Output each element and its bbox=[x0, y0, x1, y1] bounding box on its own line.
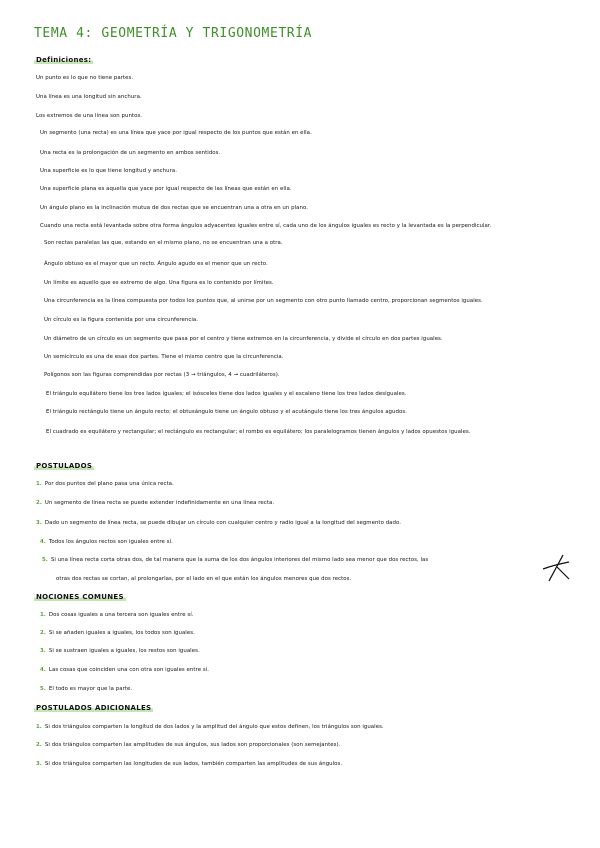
item-text: Si dos triángulos comparten las longitudes de sus lados, también comparten las amplitudes de sus ángulos. bbox=[44, 761, 343, 767]
item-text: Todos los ángulos rectos son iguales entre sí. bbox=[48, 539, 173, 545]
definition-line: Una línea es una longitud sin anchura. bbox=[36, 94, 142, 100]
section-postulados: POSTULADOS bbox=[36, 462, 93, 470]
item-number: 5. bbox=[40, 686, 46, 692]
adicional-line bbox=[36, 724, 384, 731]
pen-mark-icon bbox=[541, 553, 571, 583]
nocion-line bbox=[40, 648, 200, 655]
definition-line: Un ángulo plano es la inclinación mutua de dos rectas que se encuentran una a otra en un plano. bbox=[40, 205, 308, 211]
item-text: Dos cosas iguales a una tercera son iguales entre sí. bbox=[48, 612, 194, 618]
item-number: 2. bbox=[40, 630, 46, 636]
nocion-line bbox=[40, 630, 195, 637]
definition-line: Un segmento (una recta) es una línea que yace por igual respecto de los puntos que están en ella. bbox=[40, 130, 312, 136]
adicional-line bbox=[36, 742, 340, 749]
item-text: El todo es mayor que la parte. bbox=[48, 686, 133, 692]
item-text: Las cosas que coinciden una con otra son iguales entre sí. bbox=[48, 667, 209, 673]
definition-line: Un punto es lo que no tiene partes. bbox=[36, 75, 134, 81]
postulado-line bbox=[40, 539, 173, 546]
item-text: Si una línea recta corta otras dos, de tal manera que la suma de los dos ángulos interiores del mismo lado sea menor que dos rectos, las bbox=[50, 557, 429, 563]
item-text: Si dos triángulos comparten las amplitudes de sus ángulos, sus lados son proporcionales (son semejantes). bbox=[44, 742, 341, 748]
definition-line: El cuadrado es equilátero y rectangular; el rectángulo es rectangular; el rombo es equilátero; los paralelogramos tienen ángulos y lados opuestos iguales. bbox=[46, 429, 471, 435]
item-number: 1. bbox=[36, 481, 42, 487]
item-number: 1. bbox=[40, 612, 46, 618]
definition-line: Los extremos de una línea son puntos. bbox=[36, 113, 143, 119]
item-text: Si se añaden iguales a iguales, los todos son iguales. bbox=[48, 630, 195, 636]
definition-line: Un semicírculo es una de esas dos partes. Tiene el mismo centro que la circunferencia. bbox=[44, 354, 284, 360]
nocion-line bbox=[40, 686, 132, 693]
definition-line: Son rectas paralelas las que, estando en el mismo plano, no se encuentran una a otra. bbox=[44, 240, 283, 246]
definition-line: Polígonos son las figuras comprendidas por rectas (3 → triángulos, 4 → cuadriláteros). bbox=[44, 372, 280, 378]
item-text: Dado un segmento de línea recta, se puede dibujar un círculo con cualquier centro y radio igual a la longitud del segmento dado. bbox=[44, 520, 402, 526]
item-number: 3. bbox=[40, 648, 46, 654]
definition-line: Un diámetro de un círculo es un segmento que pasa por el centro y tiene extremos en la circunferencia, y divide el círculo en dos partes iguales. bbox=[44, 336, 443, 342]
definition-line: Un círculo es la figura contenida por una circunferencia. bbox=[44, 317, 199, 323]
definition-line: Una recta es la prolongación de un segmento en ambos sentidos. bbox=[40, 150, 221, 156]
item-number: 2. bbox=[36, 742, 42, 748]
definition-line: Cuando una recta está levantada sobre otra forma ángulos adyacentes iguales entre sí, cada uno de los ángulos iguales es recto y la levantada es la perpendicular. bbox=[40, 223, 492, 229]
definition-line: El triángulo rectángulo tiene un ángulo recto; el obtusángulo tiene un ángulo obtuso y el acutángulo tiene los tres ángulos agudos. bbox=[46, 409, 407, 415]
item-number: 5. bbox=[42, 557, 48, 563]
definition-line: Una superficie es lo que tiene longitud y anchura. bbox=[40, 168, 177, 174]
section-postulados-adicionales: POSTULADOS ADICIONALES bbox=[36, 704, 152, 712]
item-number: 4. bbox=[40, 539, 46, 545]
item-text: Si dos triángulos comparten la longitud de dos lados y la amplitud del ángulo que estos definen, los triángulos son iguales. bbox=[44, 724, 384, 730]
definition-line: Un límite es aquello que es extremo de algo. Una figura es lo contenido por límites. bbox=[44, 280, 274, 286]
definition-line: Una circunferencia es la línea compuesta por todos los puntos que, al unirse por un segmento con otro punto llamado centro, proporcionan segmentos iguales. bbox=[44, 298, 483, 304]
item-text: Un segmento de línea recta se puede extender indefinidamente en una línea recta. bbox=[44, 500, 275, 506]
nocion-line bbox=[40, 667, 209, 674]
definition-line: El triángulo equilátero tiene los tres lados iguales; el isósceles tiene dos lados iguales y el escaleno tiene los tres lados desiguales. bbox=[46, 391, 407, 397]
postulado-line bbox=[42, 557, 428, 564]
postulado-line bbox=[56, 576, 351, 583]
item-number: 3. bbox=[36, 761, 42, 767]
definition-line: Ángulo obtuso es el mayor que un recto. Ángulo agudo es el menor que un recto. bbox=[44, 261, 268, 267]
item-number: 4. bbox=[40, 667, 46, 673]
adicional-line bbox=[36, 761, 342, 768]
definition-line: Una superficie plana es aquella que yace por igual respecto de las líneas que están en ella. bbox=[40, 186, 292, 192]
section-nociones-comunes: NOCIONES COMUNES bbox=[36, 593, 124, 601]
item-number: 1. bbox=[36, 724, 42, 730]
page-title: TEMA 4: GEOMETRÍA Y TRIGONOMETRÍA bbox=[34, 26, 313, 41]
postulado-line bbox=[36, 500, 274, 507]
item-number: 2. bbox=[36, 500, 42, 506]
nocion-line bbox=[40, 612, 194, 619]
postulado-line bbox=[36, 481, 174, 488]
item-text: Si se sustraen iguales a iguales, los restos son iguales. bbox=[48, 648, 200, 654]
item-text: otras dos rectas se cortan, al prolongarlas, por el lado en el que están los ángulos menores que dos rectos. bbox=[56, 576, 352, 582]
item-number: 3. bbox=[36, 520, 42, 526]
postulado-line bbox=[36, 520, 401, 527]
item-text: Por dos puntos del plano pasa una única recta. bbox=[44, 481, 174, 487]
section-definiciones: Definiciones: bbox=[36, 56, 92, 64]
